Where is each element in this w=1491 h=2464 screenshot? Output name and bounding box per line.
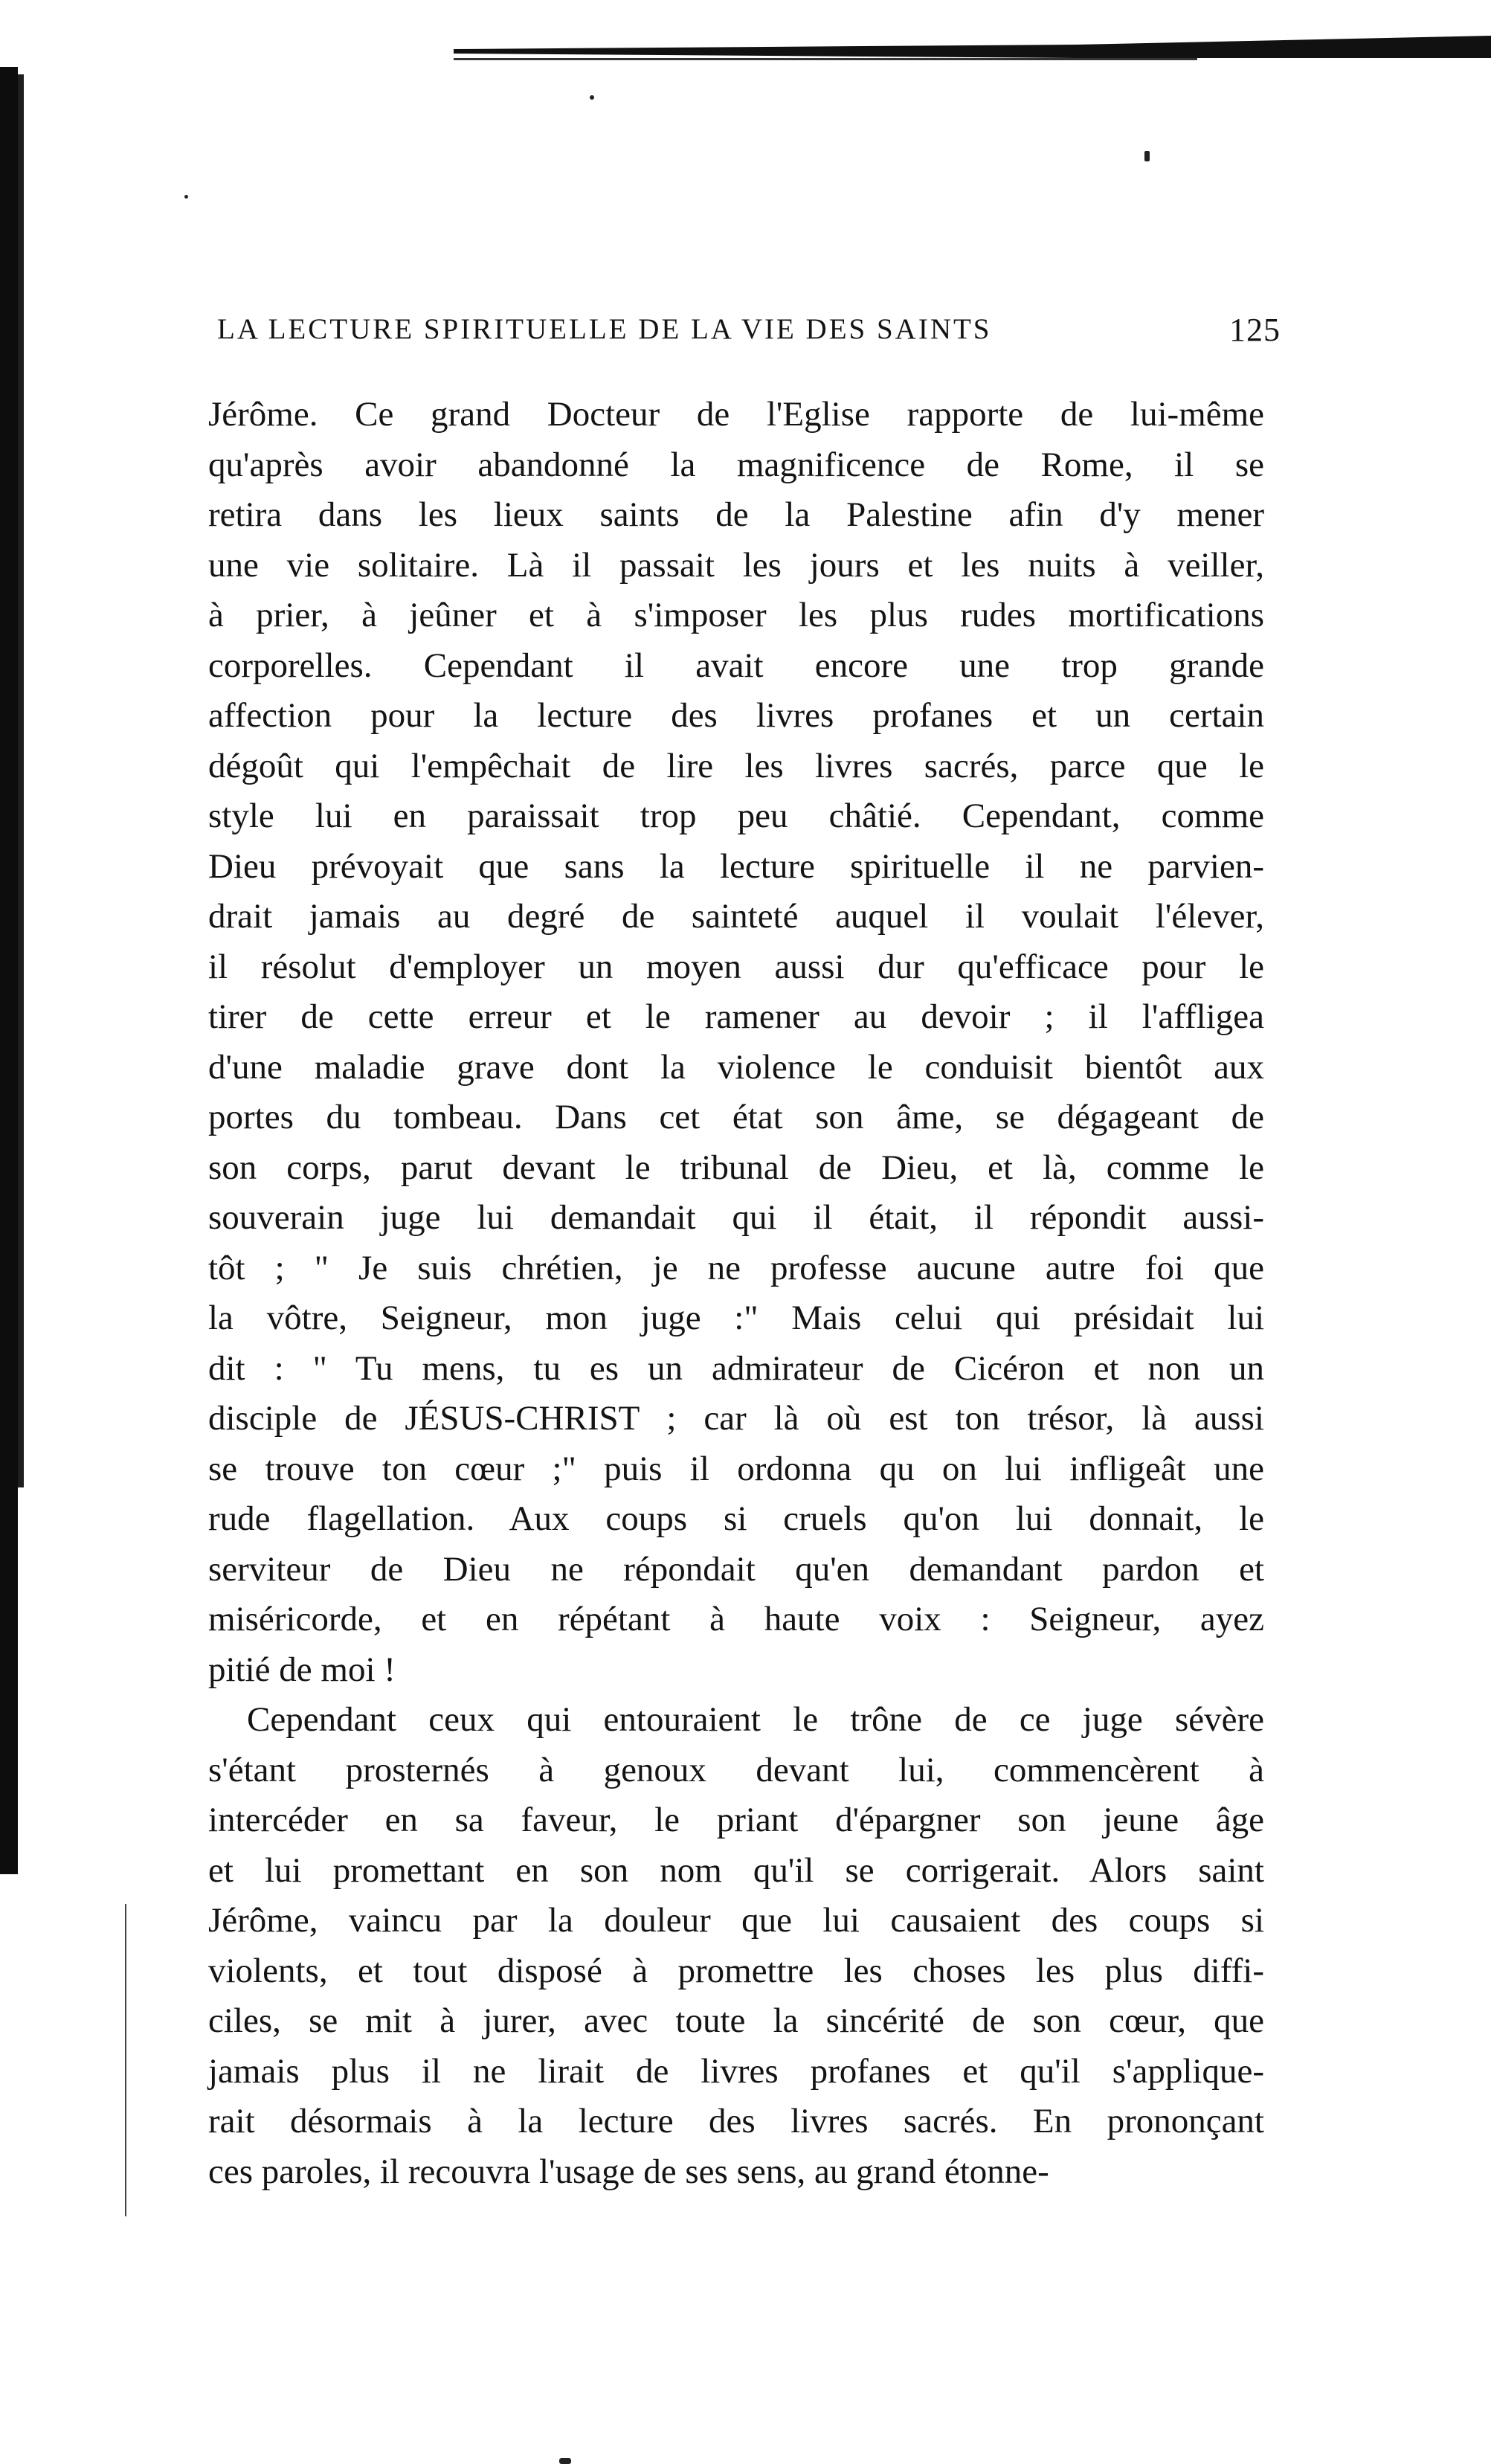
scan-margin-line <box>125 1904 126 2216</box>
text-line: intercéder en sa faveur, le priant d'épargner son jeune âge <box>208 1801 1264 1839</box>
scan-page-edge-shadow <box>18 74 24 1487</box>
scan-speck <box>184 195 188 199</box>
scan-speck <box>1144 151 1150 161</box>
text-line: drait jamais au degré de sainteté auquel il voulait l'élever, <box>208 897 1264 936</box>
text-line: une vie solitaire. Là il passait les jours et les nuits à veiller, <box>208 545 1264 585</box>
text-line: se trouve ton cœur ;" puis il ordonna qu on lui infligeât une <box>208 1449 1264 1488</box>
paragraph <box>208 1695 1264 2197</box>
text-line: s'étant prosternés à genoux devant lui, commencèrent à <box>208 1750 1264 1789</box>
text-line: pitié de moi ! <box>208 1650 396 1689</box>
text-line: et lui promettant en son nom qu'il se corrigerait. Alors saint <box>208 1850 1264 1890</box>
body-text <box>208 390 1264 2197</box>
running-title: LA LECTURE SPIRITUELLE DE LA VIE DES SAINTS <box>217 313 992 345</box>
text-line: qu'après avoir abandonné la magnificence de Rome, il se <box>208 445 1264 484</box>
text-line: retira dans les lieux saints de la Palestine afin d'y mener <box>208 495 1264 534</box>
text-line: violents, et tout disposé à promettre les choses les plus diffi- <box>208 1951 1264 1990</box>
text-line: affection pour la lecture des livres profanes et un certain <box>208 696 1264 735</box>
scan-top-artifact <box>454 36 1491 58</box>
text-line: dégoût qui l'empêchait de lire les livres sacrés, parce que le <box>208 746 1264 785</box>
text-line: à prier, à jeûner et à s'imposer les plus rudes mortifications <box>208 596 1264 634</box>
text-line: serviteur de Dieu ne répondait qu'en demandant pardon et <box>208 1549 1264 1589</box>
text-line: rait désormais à la lecture des livres sacrés. En prononçant <box>208 2102 1264 2140</box>
text-line: il résolut d'employer un moyen aussi dur qu'efficace pour le <box>208 947 1264 986</box>
text-line: dit : " Tu mens, tu es un admirateur de Cicéron et non un <box>208 1348 1264 1388</box>
text-line: ciles, se mit à jurer, avec toute la sincérité de son cœur, que <box>208 2001 1264 2040</box>
text-line: jamais plus il ne lirait de livres profanes et qu'il s'applique- <box>208 2051 1264 2091</box>
text-line: la vôtre, Seigneur, mon juge :" Mais celui qui présidait lui <box>208 1299 1264 1337</box>
scan-speck <box>590 95 594 100</box>
text-line: tôt ; " Je suis chrétien, je ne professe aucune autre foi que <box>208 1248 1264 1287</box>
page-number: 125 <box>1229 312 1281 348</box>
text-line: style lui en paraissait trop peu châtié. Cependant, comme <box>208 797 1264 835</box>
text-line: d'une maladie grave dont la violence le conduisit bientôt aux <box>208 1047 1264 1087</box>
scan-top-line <box>454 58 1197 60</box>
text-line: tirer de cette erreur et le ramener au devoir ; il l'affligea <box>208 997 1264 1036</box>
text-line: disciple de JÉSUS-CHRIST ; car là où est ton trésor, là aussi <box>208 1399 1264 1438</box>
text-line: Jérôme, vaincu par la douleur que lui causaient des coups si <box>208 1901 1264 1940</box>
text-line: souverain juge lui demandait qui il était, il répondit aussi- <box>208 1198 1264 1237</box>
text-line: corporelles. Cependant il avait encore une trop grande <box>208 646 1264 685</box>
text-line: Jérôme. Ce grand Docteur de l'Eglise rapporte de lui-même <box>208 395 1264 434</box>
scan-speck <box>559 2458 571 2464</box>
paragraph <box>208 390 1264 1695</box>
text-line: ces paroles, il recouvra l'usage de ses sens, au grand étonne- <box>208 2152 1049 2191</box>
text-line: rude flagellation. Aux coups si cruels qu'on lui donnait, le <box>208 1499 1264 1538</box>
text-line: son corps, parut devant le tribunal de Dieu, et là, comme le <box>208 1148 1264 1187</box>
text-line: Cependant ceux qui entouraient le trône de ce juge sévère <box>247 1700 1264 1739</box>
text-line: miséricorde, et en répétant à haute voix : Seigneur, ayez <box>208 1600 1264 1638</box>
text-line: portes du tombeau. Dans cet état son âme, se dégageant de <box>208 1098 1264 1136</box>
scan-page-edge <box>0 67 18 1874</box>
running-header <box>217 312 1281 357</box>
text-line: Dieu prévoyait que sans la lecture spirituelle il ne parvien- <box>208 846 1264 886</box>
